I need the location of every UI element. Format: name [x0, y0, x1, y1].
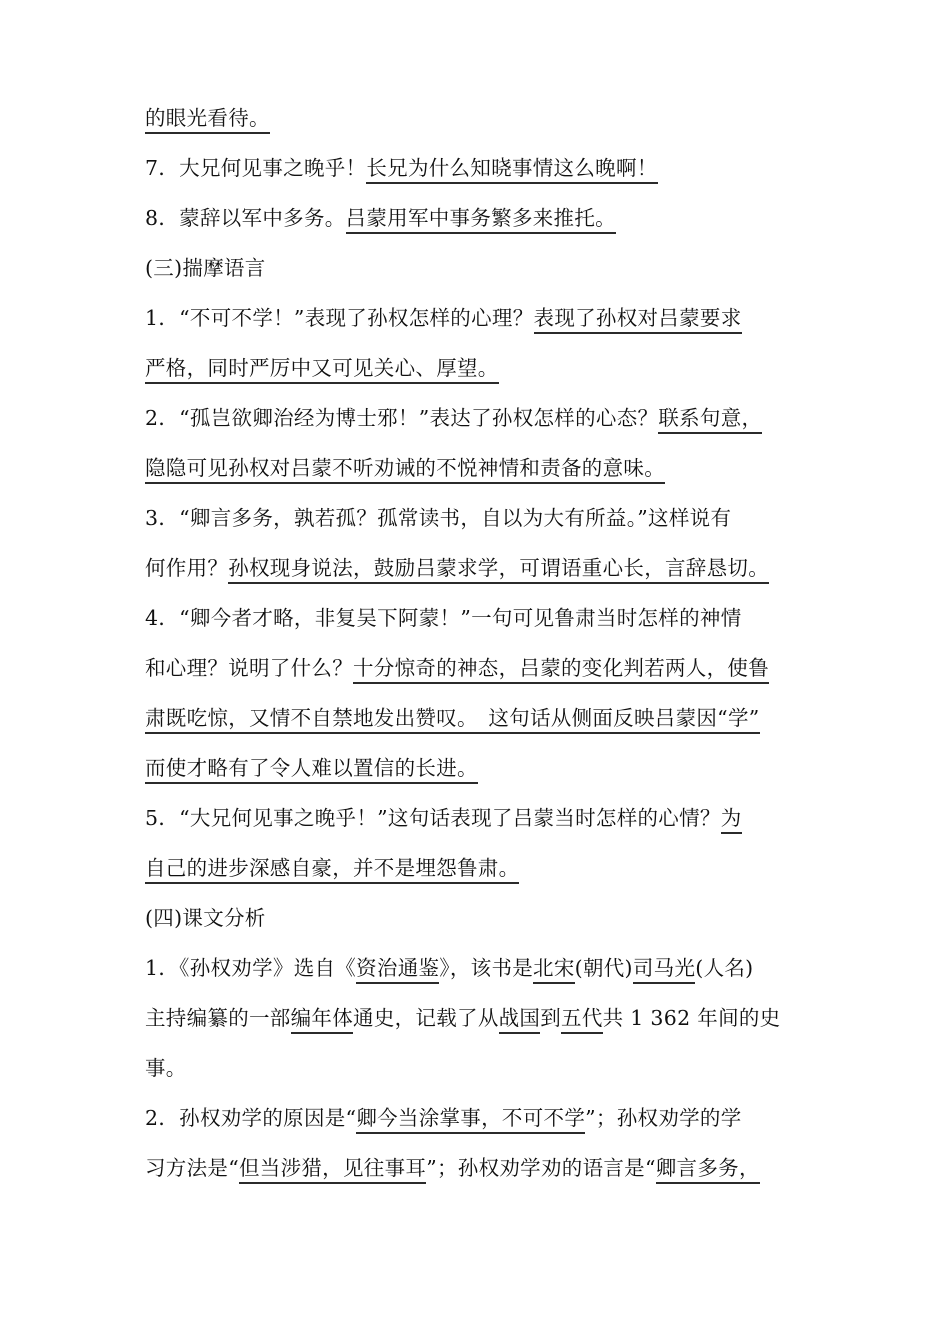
text-line: [145, 853, 519, 883]
question-text: ”；孙权劝学的学: [585, 1106, 742, 1130]
text-line: [145, 303, 742, 333]
text-line: [145, 653, 769, 683]
text-line: [145, 753, 478, 783]
question-text: 到: [540, 1006, 562, 1030]
answer-underlined-text: 这句话从侧面反映吕蒙因“学”: [488, 706, 759, 734]
text-line: [145, 953, 753, 983]
text-line: [145, 603, 742, 633]
question-text: ”；孙权劝学劝的语言是“: [426, 1156, 656, 1180]
question-text: 习方法是“: [145, 1156, 239, 1180]
answer-underlined-text: 严格，同时严厉中又可见关心、厚望。: [145, 356, 499, 384]
text-line: [145, 1103, 742, 1133]
text-line: [145, 353, 499, 383]
text-line: [145, 403, 762, 433]
text-line: [145, 803, 742, 833]
answer-underlined-text: 联系句意，: [658, 406, 762, 434]
answer-underlined-text: 长兄为什么知晓事情这么晚啊！: [366, 156, 657, 184]
answer-underlined-text: 五代: [561, 1006, 603, 1034]
answer-underlined-text: [468, 706, 489, 734]
answer-underlined-text: 自己的进步深感自豪，并不是埋怨鲁肃。: [145, 856, 519, 884]
answer-underlined-text: 吕蒙用军中事务繁多来推托。: [346, 206, 616, 234]
question-text: (四)课文分析: [145, 906, 266, 930]
question-text: (三)揣摩语言: [145, 256, 266, 280]
question-text: 8．蒙辞以军中多务。: [145, 206, 346, 230]
question-text: 2．孙权劝学的原因是“: [145, 1106, 357, 1130]
answer-underlined-text: 肃既吃惊，又情不自禁地发出赞叹。: [145, 706, 468, 734]
text-line: [145, 1153, 760, 1183]
question-text: 通史，记载了从: [353, 1006, 499, 1030]
text-line: [145, 103, 270, 133]
question-text: 事。: [145, 1056, 187, 1080]
question-text: 1．《孙权劝学》选自《: [145, 956, 357, 980]
question-text: 3．“卿言多务，孰若孤？孤常读书，自以为大有所益。”这样说有: [145, 506, 732, 530]
text-line: [145, 903, 266, 933]
question-text: 2．“孤岂欲卿治经为博士邪！”表达了孙权怎样的心态？: [145, 406, 659, 430]
question-text: 4．“卿今者才略，非复吴下阿蒙！”一句可见鲁肃当时怎样的神情: [145, 606, 742, 630]
question-text: (朝代): [574, 956, 633, 980]
text-line: [145, 1003, 780, 1033]
question-text: 1．“不可不学！”表现了孙权怎样的心理？: [145, 306, 534, 330]
text-line: [145, 253, 266, 283]
text-line: [145, 203, 616, 233]
answer-underlined-text: 北宋: [533, 956, 575, 984]
answer-underlined-text: 卿言多务，: [656, 1156, 760, 1184]
question-text: (人名): [695, 956, 754, 980]
answer-underlined-text: 而使才略有了令人难以置信的长进。: [145, 756, 478, 784]
text-line: [145, 703, 760, 733]
text-line: [145, 1053, 187, 1083]
answer-underlined-text: 为: [721, 806, 742, 834]
question-text: 7．大兄何见事之晚乎！: [145, 156, 367, 180]
question-text: 》，该书是: [439, 956, 534, 980]
text-line: [145, 503, 731, 533]
answer-underlined-text: 卿今当涂掌事，不可不学: [356, 1106, 585, 1134]
text-line: [145, 153, 658, 183]
answer-underlined-text: 孙权现身说法，鼓励吕蒙求学，可谓语重心长，言辞恳切。: [228, 556, 769, 584]
question-text: 何作用？: [145, 556, 229, 580]
answer-underlined-text: 编年体: [291, 1006, 353, 1034]
question-text: 5．“大兄何见事之晚乎！”这句话表现了吕蒙当时怎样的心情？: [145, 806, 721, 830]
text-line: [145, 453, 665, 483]
answer-underlined-text: 表现了孙权对吕蒙要求: [534, 306, 742, 334]
answer-underlined-text: 隐隐可见孙权对吕蒙不听劝诫的不悦神情和责备的意味。: [145, 456, 665, 484]
answer-underlined-text: 的眼光看待。: [145, 106, 270, 134]
answer-underlined-text: 战国: [499, 1006, 541, 1034]
answer-underlined-text: 但当涉猎，见往事耳: [239, 1156, 426, 1184]
answer-underlined-text: 资治通鉴: [356, 956, 439, 984]
answer-underlined-text: 十分惊奇的神态，吕蒙的变化判若两人，使鲁: [353, 656, 769, 684]
question-text: 共 1 362 年间的史: [602, 1006, 781, 1030]
answer-underlined-text: 司马光: [633, 956, 695, 984]
question-text: 和心理？说明了什么？: [145, 656, 353, 680]
text-line: [145, 553, 769, 583]
question-text: 主持编纂的一部: [145, 1006, 291, 1030]
